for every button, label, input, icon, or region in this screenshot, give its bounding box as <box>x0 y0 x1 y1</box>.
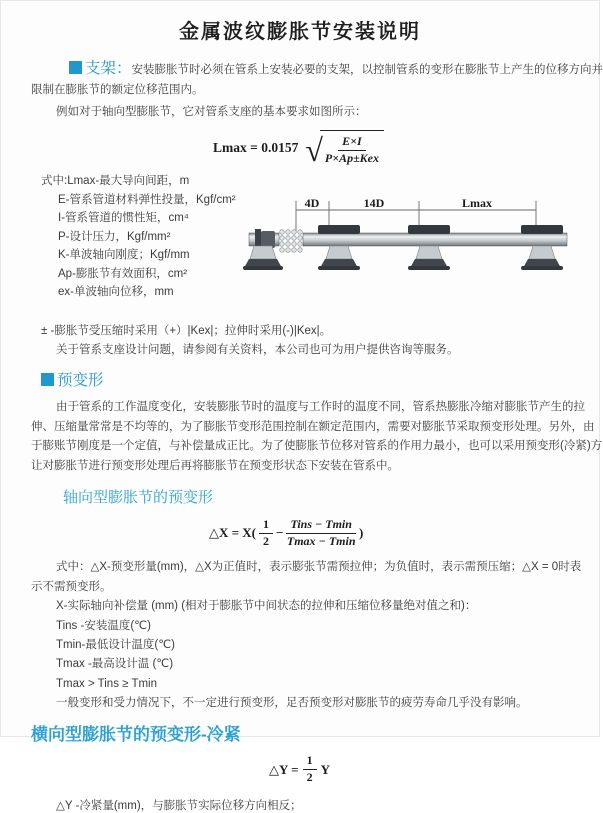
pipe-support-diagram <box>249 196 591 276</box>
support-intro-line1 <box>31 59 603 80</box>
temperature-fraction: $\frac{\text{Tins − Tmin}}{Tmax - Tmin}$ <box>286 517 356 548</box>
lmax-fraction-numerator: E×I <box>338 135 366 151</box>
axial-formula-rhs: ) <box>358 525 364 541</box>
lateral-subheading: 横向型膨胀节的预变形-冷紧 <box>31 724 241 744</box>
definition-line: 式中:Lmax-最大导向间距，m <box>41 175 190 187</box>
axial-explanation <box>1 558 599 713</box>
lmax-fraction <box>325 135 379 166</box>
section-support <box>31 59 603 122</box>
page-title: 金属波纹膨胀节安装说明 <box>179 21 421 43</box>
predeform-line: 让对膨胀节进行预变形处理后再将膨胀节在预变形状态下安装在管系中。 <box>31 459 399 472</box>
predeform-paragraph <box>31 398 603 476</box>
formula-lmax-lhs: Lmax = 0.0157 <box>213 140 299 155</box>
predeform-line: 由于管系的工作温度变化，安装膨胀节时的温度与工作时的温度不同，管系热膨胀冷缩对膨胀节产生的拉 <box>56 401 585 413</box>
dim-label-lmax: Lmax <box>462 196 492 210</box>
minus-sign: − <box>276 525 284 541</box>
definition-notes <box>1 322 599 360</box>
pipe <box>303 233 567 246</box>
definition-line: P-设计压力，Kgf/mm² <box>58 230 171 243</box>
one-half-fraction: $\frac{1}{2}$ <box>259 518 273 549</box>
support-intro-line2: 限制在膨胀节的额定位移范围内。 <box>31 84 204 96</box>
axial-line: Tmax -最高设计温 (℃) <box>56 658 174 671</box>
support-example-line: 例如对于轴向型膨胀节，它对管系支座的基本要求如图所示： <box>56 106 367 118</box>
axial-line: Tmax > Tins ≥ Tmin <box>56 677 157 690</box>
axial-subheading: 轴向型膨胀节的预变形 <box>63 489 214 507</box>
section-predeform-heading <box>41 371 599 392</box>
definitions-and-diagram <box>1 172 599 322</box>
lateral-formula-rhs: Y <box>320 761 330 777</box>
predeform-line: 伸、压缩量常常是不均等的，为了膨胀节变形范围控制在额定范围内，需要对膨胀节采取预变形处理。另外，由 <box>31 420 595 433</box>
radical-sign: √ <box>305 132 323 169</box>
support-text-1: 安装膨胀节时必须在管系上安装必要的支架，以控制管系的变形在膨胀节上产生的位移方向并 <box>131 64 603 76</box>
definition-line: I-管系管道的惯性矩，cm⁴ <box>58 212 189 224</box>
definition-line: K-单波轴向刚度；Kgf/mm <box>58 249 190 261</box>
bellows-coils <box>280 230 303 253</box>
dim-label-4d: 4D <box>304 196 320 210</box>
lmax-fraction-denominator: P×Ap±Kex <box>324 151 379 165</box>
axial-line: X-实际轴向补偿量 (mm) (相对于膨胀节中间状态的拉伸和压缩位移量绝对值之和)： <box>56 600 477 613</box>
axial-formula-lhs: △X = X( <box>209 525 257 541</box>
definition-line: E-管系管道材料弹性投量，Kgf/cm² <box>58 193 236 206</box>
one-half-fraction: $\frac{1}{2}$ <box>303 754 317 785</box>
support-section-title: 支架： <box>85 60 132 77</box>
axial-line: Tmin-最低设计温度(℃) <box>56 639 175 651</box>
pipe-supports <box>243 246 563 270</box>
radical-expression <box>305 130 384 169</box>
definition-line: Ap-膨胀节有效面积，cm² <box>58 267 188 280</box>
axial-line: 一般变形和受力情况下，不一定进行预变形，足否预变形对膨胀节的疲劳寿命几乎没有影响。 <box>56 697 528 710</box>
radical-vinculum <box>320 130 384 166</box>
formula-lmax <box>213 129 599 167</box>
guide-caps <box>318 225 563 234</box>
axial-line: Tins -安装温度(℃) <box>56 619 151 632</box>
cold-pull-note: △Y -冷紧量(mm)，与膨胀节实际位移方向相反； <box>56 799 302 812</box>
kex-note-line: ± -膨胀节受压缩时采用（+）|Kex|；拉伸时采用(-)|Kex|。 <box>41 325 332 337</box>
definition-line: ex-单波轴向位移，mm <box>58 286 174 298</box>
consulting-note-line: 关于管系支座设计问题，请参阅有关资料，本公司也可为用户提供咨询等服务。 <box>56 344 459 356</box>
section-square-icon <box>69 61 82 74</box>
axial-line: 式中：△X-预变形量(mm)，△X为正值时，表示膨张节需预拉伸；为负值时，表示需预压缩；△X = 0时表 <box>56 561 582 574</box>
axial-line: 示不需预变形。 <box>31 580 112 593</box>
predeform-section-title: 预变形 <box>57 372 104 389</box>
predeform-line: 于膨账节刚度是一个定值，与补偿量成正比。为了使膨胀节位移对管系的作用力最小，也可以采用预变形(冷紧)方 <box>31 440 603 453</box>
formula-lateral-coldpull <box>269 755 599 785</box>
dim-label-14d: 14D <box>363 196 385 210</box>
formula-axial-predeform <box>209 515 599 551</box>
anchor-block <box>261 231 275 248</box>
lateral-formula-lhs: △Y = <box>269 761 299 777</box>
section-square-icon <box>41 373 54 386</box>
